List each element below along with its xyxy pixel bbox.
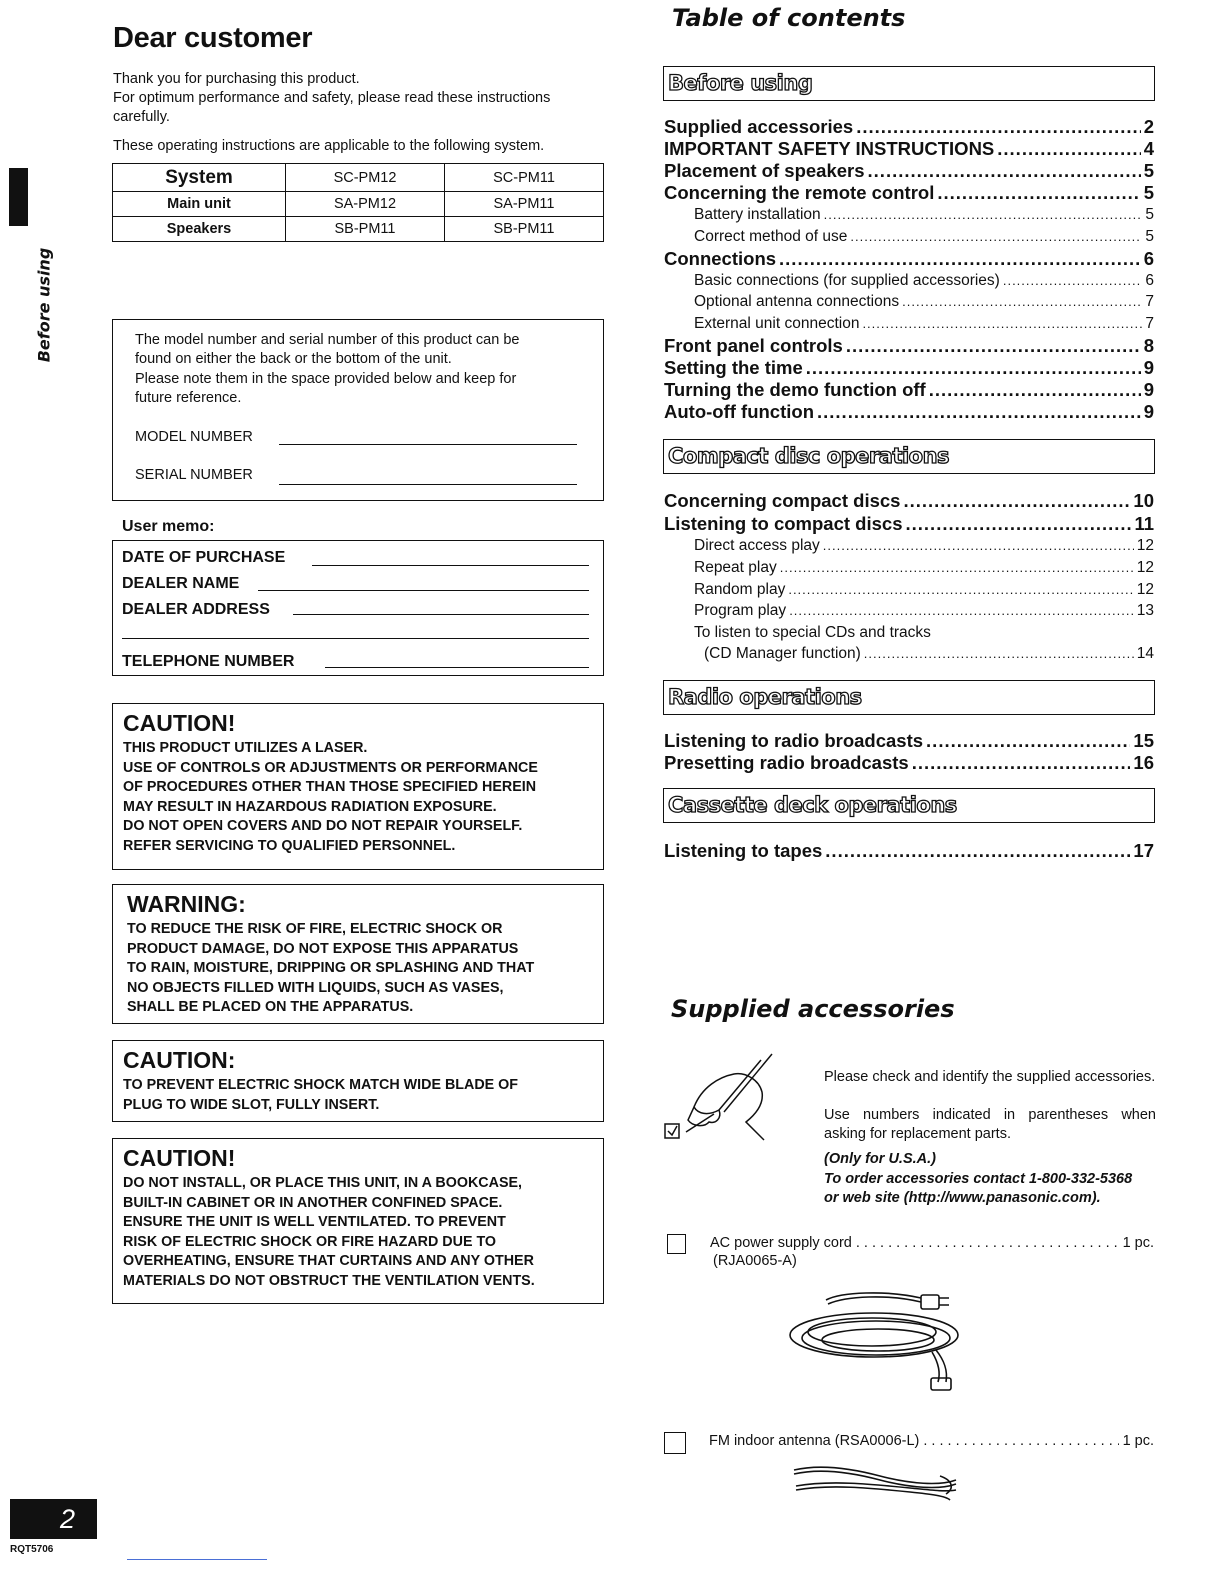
document-code: RQT5706 — [10, 1544, 54, 1555]
caution-line: ENSURE THE UNIT IS WELL VENTILATED. TO PREVENT — [123, 1214, 506, 1231]
toc-subentry[interactable]: Optional antenna connections ..... 7 — [694, 293, 1154, 311]
user-memo-title: User memo: — [122, 518, 215, 535]
telephone-field[interactable] — [325, 667, 589, 668]
toc-entry[interactable]: IMPORTANT SAFETY INSTRUCTIONS ..... 4 — [664, 138, 1154, 160]
toc-entry[interactable]: Listening to radio broadcasts ..... 15 — [664, 730, 1154, 752]
intro-text-1: Thank you for purchasing this product. — [113, 71, 360, 87]
warning-box — [112, 884, 604, 1024]
telephone-label: TELEPHONE NUMBER — [122, 653, 295, 670]
toc-entry[interactable]: Listening to compact discs ..... 11 — [664, 513, 1154, 535]
toc-entry[interactable]: Placement of speakers ..... 5 — [664, 160, 1154, 182]
accessories-text-3: (Only for U.S.A.) — [824, 1151, 936, 1167]
caution-line: DO NOT INSTALL, OR PLACE THIS UNIT, IN A BOOKCASE, — [123, 1175, 522, 1191]
table-row — [113, 164, 604, 192]
caution-line: MAY RESULT IN HAZARDOUS RADIATION EXPOSURE. — [123, 798, 497, 815]
ac-cord-part-number: (RJA0065-A) — [713, 1253, 797, 1269]
plug-caution-box — [112, 1040, 604, 1122]
model-box-text-1: The model number and serial number of this product can be — [135, 332, 520, 348]
warning-line: PRODUCT DAMAGE, DO NOT EXPOSE THIS APPARATUS — [127, 940, 519, 957]
table-cell: System — [113, 164, 286, 192]
toc-subentry[interactable]: Correct method of use ..... 5 — [694, 228, 1154, 246]
table-cell: SB-PM11 — [286, 217, 445, 242]
toc-entry[interactable]: Setting the time ..... 9 — [664, 357, 1154, 379]
page-title: Dear customer — [113, 22, 313, 54]
intro-text-3: carefully. — [113, 109, 170, 125]
accessories-title: Supplied accessories — [671, 995, 955, 1023]
toc-subentry[interactable]: Direct access play ..... 12 — [694, 537, 1154, 555]
caution-line: TO PREVENT ELECTRIC SHOCK MATCH WIDE BLADE OF — [123, 1077, 519, 1093]
warning-line: TO RAIN, MOISTURE, DRIPPING OR SPLASHING AND THAT — [127, 960, 535, 977]
toc-subentry[interactable]: Basic connections (for supplied accessories) ..... 6 — [694, 272, 1154, 290]
accessory-item-ac-cord: AC power supply cord . . . 1 pc. — [710, 1235, 1154, 1251]
toc-entry[interactable]: Presetting radio broadcasts ..... 16 — [664, 752, 1154, 774]
accessories-text-1: Please check and identify the supplied accessories. — [824, 1069, 1156, 1085]
warning-line: TO REDUCE THE RISK OF FIRE, ELECTRIC SHOCK OR — [127, 921, 503, 937]
intro-text-2: For optimum performance and safety, please read these instructions — [113, 90, 551, 106]
caution-title: CAUTION: — [123, 1047, 236, 1073]
toc-subentry[interactable]: Program play ..... 13 — [694, 602, 1154, 620]
pen-hand-check-icon — [664, 1052, 784, 1147]
section-header-compact-disc: Compact disc operations — [663, 439, 1155, 474]
toc-subentry[interactable]: Repeat play ..... 12 — [694, 559, 1154, 577]
fm-antenna-illustration — [790, 1462, 960, 1502]
warning-line: NO OBJECTS FILLED WITH LIQUIDS, SUCH AS VASES, — [127, 979, 504, 996]
toc-entry[interactable]: Connections ..... 6 — [664, 248, 1154, 270]
caution-line: THIS PRODUCT UTILIZES A LASER. — [123, 740, 368, 756]
ventilation-caution-box — [112, 1138, 604, 1304]
section-header-radio: Radio operations — [663, 680, 1155, 715]
section-tab-label: Before using — [34, 247, 54, 363]
serial-number-field[interactable] — [279, 484, 577, 485]
accessories-text-2: Use numbers indicated in parentheses when asking for replacement parts. — [824, 1107, 1156, 1142]
caution-title: CAUTION! — [123, 710, 236, 736]
toc-subentry[interactable]: Battery installation ..... 5 — [694, 206, 1154, 224]
table-cell: Main unit — [113, 192, 286, 217]
laser-caution-box — [112, 703, 604, 870]
caution-line: USE OF CONTROLS OR ADJUSTMENTS OR PERFORMANCE — [123, 759, 538, 776]
model-number-field[interactable] — [279, 444, 577, 445]
section-tab-marker — [9, 168, 28, 226]
caution-line: OF PROCEDURES OTHER THAN THOSE SPECIFIED HEREIN — [123, 779, 537, 796]
accessories-text-5: or web site (http://www.panasonic.com). — [824, 1190, 1101, 1206]
serial-number-label: SERIAL NUMBER — [135, 467, 253, 483]
table-row — [113, 217, 604, 242]
caution-line: OVERHEATING, ENSURE THAT CURTAINS AND ANY OTHER — [123, 1253, 534, 1270]
dealer-name-field[interactable] — [258, 590, 589, 591]
user-memo-box — [112, 540, 604, 676]
toc-entry[interactable]: Listening to tapes ..... 17 — [664, 840, 1154, 862]
accessories-text-4: To order accessories contact 1-800-332-5368 — [824, 1171, 1133, 1187]
toc-subentry[interactable]: To listen to special CDs and tracks — [694, 624, 931, 641]
caution-line: MATERIALS DO NOT OBSTRUCT THE VENTILATION VENTS. — [123, 1272, 535, 1289]
caution-line: REFER SERVICING TO QUALIFIED PERSONNEL. — [123, 837, 456, 854]
ac-cord-checkbox[interactable] — [667, 1234, 686, 1254]
warning-title: WARNING: — [127, 891, 246, 917]
toc-entry[interactable]: Concerning the remote control ..... 5 — [664, 182, 1154, 204]
section-header-cassette: Cassette deck operations — [663, 788, 1155, 823]
dealer-name-label: DEALER NAME — [122, 575, 240, 592]
date-of-purchase-label: DATE OF PURCHASE — [122, 549, 286, 566]
model-number-label: MODEL NUMBER — [135, 429, 253, 445]
accessory-item-fm-antenna: FM indoor antenna (RSA0006-L) . . . 1 pc. — [709, 1433, 1154, 1449]
dealer-address-field[interactable] — [293, 614, 589, 615]
ac-power-cord-illustration — [786, 1290, 976, 1395]
toc-entry[interactable]: Concerning compact discs ..... 10 — [664, 490, 1154, 512]
toc-entry[interactable]: Turning the demo function off ..... 9 — [664, 379, 1154, 401]
toc-entry[interactable]: Front panel controls ..... 8 — [664, 335, 1154, 357]
table-cell: SA-PM11 — [445, 192, 604, 217]
toc-subentry[interactable]: External unit connection ..... 7 — [694, 315, 1154, 333]
intro-text-4: These operating instructions are applicable to the following system. — [113, 138, 545, 154]
caution-line: DO NOT OPEN COVERS AND DO NOT REPAIR YOURSELF. — [123, 818, 523, 835]
system-table — [112, 163, 604, 242]
toc-subentry[interactable]: (CD Manager function) ..... 14 — [704, 645, 1154, 663]
warning-line: SHALL BE PLACED ON THE APPARATUS. — [127, 999, 414, 1016]
caution-line: BUILT-IN CABINET OR IN ANOTHER CONFINED SPACE. — [123, 1194, 503, 1211]
page-number: 2 — [10, 1499, 97, 1539]
toc-subentry[interactable]: Random play ..... 12 — [694, 581, 1154, 599]
table-cell: SC-PM12 — [286, 164, 445, 192]
date-of-purchase-field[interactable] — [312, 565, 589, 566]
table-row — [113, 192, 604, 217]
caution-title: CAUTION! — [123, 1145, 236, 1171]
caution-line: RISK OF ELECTRIC SHOCK OR FIRE HAZARD DUE TO — [123, 1233, 497, 1250]
divider — [127, 1559, 267, 1560]
model-box-text-3: Please note them in the space provided below and keep for — [135, 371, 517, 387]
toc-entry[interactable]: Supplied accessories ..... 2 — [664, 116, 1154, 138]
dealer-address-label: DEALER ADDRESS — [122, 601, 270, 618]
table-cell: SA-PM12 — [286, 192, 445, 217]
fm-antenna-checkbox[interactable] — [664, 1432, 686, 1454]
table-cell: Speakers — [113, 217, 286, 242]
table-cell: SC-PM11 — [445, 164, 604, 192]
toc-entry[interactable]: Auto-off function ..... 9 — [664, 401, 1154, 423]
table-cell: SB-PM11 — [445, 217, 604, 242]
model-box-text-2: found on either the back or the bottom of the unit. — [135, 351, 452, 367]
dealer-address-field-2[interactable] — [122, 638, 589, 639]
section-header-before-using: Before using — [663, 66, 1155, 101]
model-box-text-4: future reference. — [135, 390, 242, 406]
caution-line: PLUG TO WIDE SLOT, FULLY INSERT. — [123, 1096, 380, 1113]
toc-title: Table of contents — [672, 4, 906, 32]
model-number-box — [112, 319, 604, 501]
